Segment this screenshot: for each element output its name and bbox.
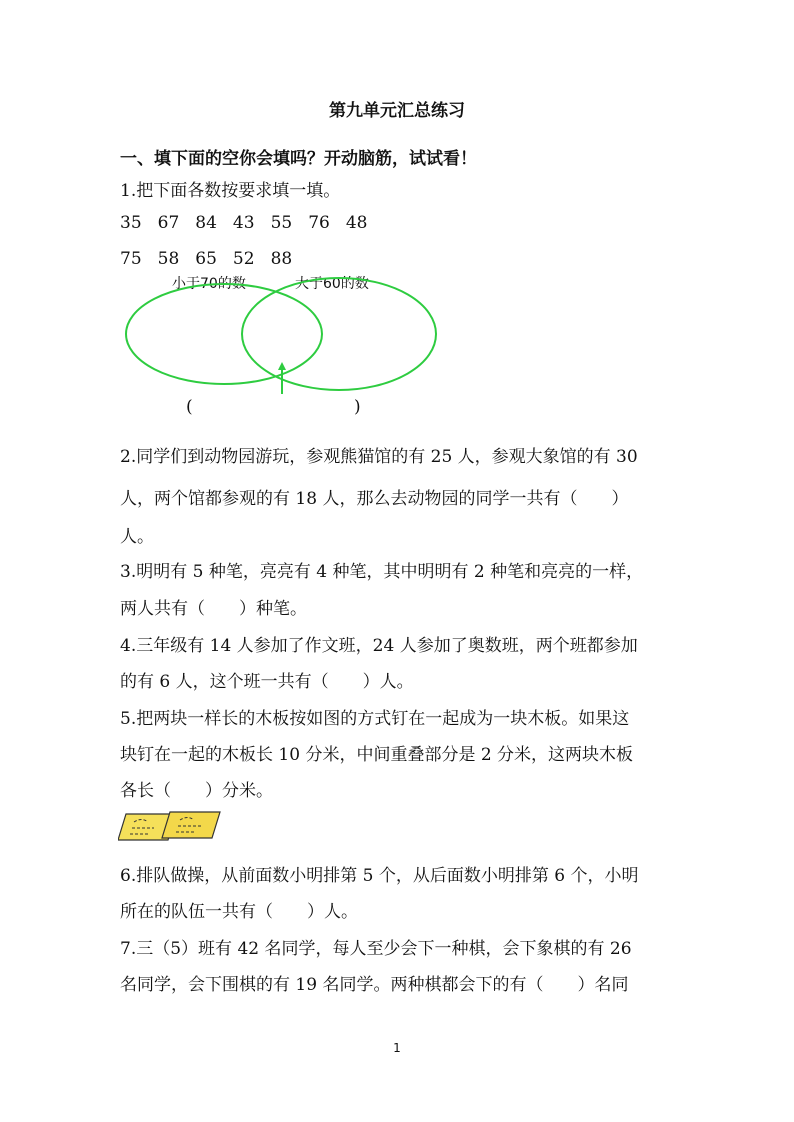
- question-6-line-1: 6.排队做操，从前面数小明排第 5 个，从后面数小明排第 6 个，小明: [120, 866, 639, 886]
- number-item: 84: [195, 213, 217, 233]
- question-7-line-1: 7.三（5）班有 42 名同学，每人至少会下一种棋，会下象棋的有 26: [120, 939, 632, 959]
- answer-paren-left: (: [186, 397, 193, 417]
- question-3-line-1: 3.明明有 5 种笔，亮亮有 4 种笔，其中明明有 2 种笔和亮亮的一样，: [120, 562, 644, 582]
- question-1-text: 1.把下面各数按要求填一填。: [120, 181, 341, 201]
- venn-left-label: 小于70的数: [172, 276, 246, 292]
- question-4-line-1: 4.三年级有 14 人参加了作文班，24 人参加了奥数班，两个班都参加: [120, 636, 638, 656]
- question-2-line-1: 2.同学们到动物园游玩，参观熊猫馆的有 25 人，参观大象馆的有 30: [120, 447, 638, 467]
- question-2-line-3: 人。: [120, 527, 154, 547]
- venn-right-circle: [242, 278, 436, 390]
- number-item: 67: [157, 213, 180, 233]
- answer-paren-right: ): [354, 397, 361, 417]
- venn-left-circle: [126, 284, 322, 384]
- question-2-line-2: 人，两个馆都参观的有 18 人，那么去动物园的同学一共有（ ）: [120, 489, 629, 509]
- question-5-line-1: 5.把两块一样长的木板按如图的方式钉在一起成为一块木板。如果这: [120, 709, 630, 729]
- number-item: 52: [232, 249, 255, 269]
- number-item: 58: [157, 249, 180, 269]
- number-item: 43: [232, 213, 255, 233]
- number-row-2: [120, 249, 308, 269]
- number-item: 65: [195, 249, 217, 269]
- question-7-line-2: 名同学，会下围棋的有 19 名同学。两种棋都会下的有（ ）名同: [120, 975, 629, 995]
- venn-right-label: 大于60的数: [295, 276, 369, 292]
- question-5-line-3: 各长（ ）分米。: [120, 781, 273, 801]
- wooden-boards-image: [118, 810, 222, 844]
- page-number: 1: [393, 1041, 401, 1055]
- number-item: 55: [270, 213, 293, 233]
- question-6-line-2: 所在的队伍一共有（ ）人。: [120, 902, 358, 922]
- section-heading: 一、填下面的空你会填吗？开动脑筋，试试看！: [120, 149, 477, 169]
- question-3-line-2: 两人共有（ ）种笔。: [120, 599, 307, 619]
- number-item: 48: [345, 213, 368, 233]
- number-item: 75: [120, 249, 142, 269]
- question-4-line-2: 的有 6 人，这个班一共有（ ）人。: [120, 672, 414, 692]
- number-item: 76: [308, 213, 330, 233]
- venn-diagram: [110, 268, 450, 418]
- number-item: 35: [120, 213, 142, 233]
- page-title: 第九单元汇总练习: [329, 101, 465, 121]
- question-5-line-2: 块钉在一起的木板长 10 分米，中间重叠部分是 2 分米，这两块木板: [120, 745, 634, 765]
- number-item: 88: [270, 249, 293, 269]
- number-row-1: [120, 213, 383, 233]
- arrowhead-icon: [278, 362, 286, 370]
